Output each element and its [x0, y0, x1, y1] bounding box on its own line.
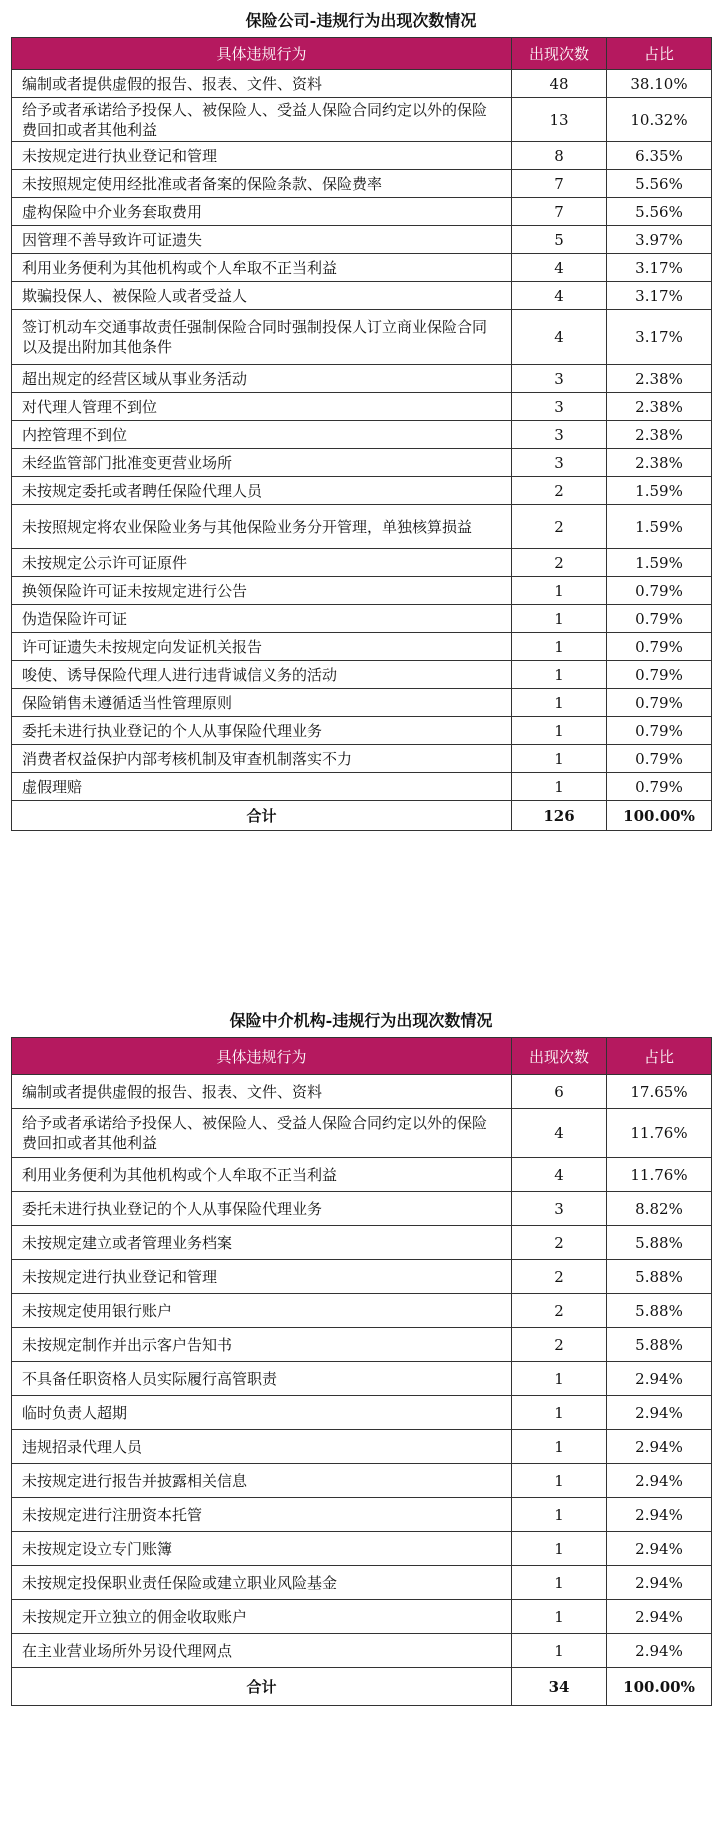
behavior-cell: 在主业营业场所外另设代理网点 [12, 1634, 512, 1668]
pct-cell: 5.88% [607, 1328, 712, 1362]
behavior-cell: 未按规定进行执业登记和管理 [12, 142, 512, 170]
total-pct: 100.00% [607, 801, 712, 831]
behavior-cell: 未按规定进行报告并披露相关信息 [12, 1464, 512, 1498]
behavior-cell: 编制或者提供虚假的报告、报表、文件、资料 [12, 1075, 512, 1109]
header-behavior: 具体违规行为 [12, 1038, 512, 1075]
pct-cell: 2.94% [607, 1464, 712, 1498]
count-cell: 1 [512, 1430, 607, 1464]
count-cell: 2 [512, 477, 607, 505]
pct-cell: 1.59% [607, 477, 712, 505]
count-cell: 2 [512, 1226, 607, 1260]
behavior-cell: 未按规定公示许可证原件 [12, 549, 512, 577]
table-row [12, 393, 712, 421]
behavior-cell: 内控管理不到位 [12, 421, 512, 449]
pct-cell: 5.88% [607, 1294, 712, 1328]
pct-cell: 3.17% [607, 254, 712, 282]
total-count: 126 [512, 801, 607, 831]
insurer-violations-section [11, 0, 711, 831]
table-row [12, 1226, 712, 1260]
total-pct: 100.00% [607, 1668, 712, 1706]
count-cell: 48 [512, 70, 607, 98]
pct-cell: 0.79% [607, 577, 712, 605]
table-row [12, 505, 712, 549]
count-cell: 1 [512, 1634, 607, 1668]
count-cell: 3 [512, 393, 607, 421]
count-cell: 13 [512, 98, 607, 142]
table-header-row [12, 38, 712, 70]
header-pct: 占比 [607, 38, 712, 70]
count-cell: 1 [512, 633, 607, 661]
behavior-cell: 委托未进行执业登记的个人从事保险代理业务 [12, 1192, 512, 1226]
count-cell: 8 [512, 142, 607, 170]
table-row [12, 1498, 712, 1532]
behavior-cell: 给予或者承诺给予投保人、被保险人、受益人保险合同约定以外的保险费回扣或者其他利益 [12, 98, 512, 142]
count-cell: 2 [512, 1260, 607, 1294]
count-cell: 1 [512, 1464, 607, 1498]
pct-cell: 0.79% [607, 773, 712, 801]
behavior-cell: 未按照规定将农业保险业务与其他保险业务分开管理，单独核算损益 [12, 505, 512, 549]
behavior-cell: 利用业务便利为其他机构或个人牟取不正当利益 [12, 254, 512, 282]
behavior-cell: 给予或者承诺给予投保人、被保险人、受益人保险合同约定以外的保险费回扣或者其他利益 [12, 1109, 512, 1158]
count-cell: 3 [512, 421, 607, 449]
count-cell: 1 [512, 1566, 607, 1600]
pct-cell: 1.59% [607, 549, 712, 577]
insurer-violations-table [11, 37, 712, 831]
table-row [12, 1532, 712, 1566]
table-body [12, 70, 712, 801]
count-cell: 4 [512, 1109, 607, 1158]
total-row [12, 801, 712, 831]
table-row [12, 1464, 712, 1498]
pct-cell: 10.32% [607, 98, 712, 142]
pct-cell: 11.76% [607, 1158, 712, 1192]
count-cell: 2 [512, 505, 607, 549]
table-row [12, 1600, 712, 1634]
count-cell: 1 [512, 1498, 607, 1532]
table-row [12, 773, 712, 801]
behavior-cell: 编制或者提供虚假的报告、报表、文件、资料 [12, 70, 512, 98]
pct-cell: 2.94% [607, 1396, 712, 1430]
header-behavior: 具体违规行为 [12, 38, 512, 70]
pct-cell: 2.38% [607, 365, 712, 393]
pct-cell: 0.79% [607, 689, 712, 717]
table-row [12, 577, 712, 605]
pct-cell: 2.38% [607, 449, 712, 477]
behavior-cell: 未按规定开立独立的佣金收取账户 [12, 1600, 512, 1634]
behavior-cell: 未按规定投保职业责任保险或建立职业风险基金 [12, 1566, 512, 1600]
count-cell: 1 [512, 1532, 607, 1566]
behavior-cell: 许可证遗失未按规定向发证机关报告 [12, 633, 512, 661]
count-cell: 1 [512, 1600, 607, 1634]
pct-cell: 1.59% [607, 505, 712, 549]
count-cell: 1 [512, 605, 607, 633]
table-row [12, 689, 712, 717]
count-cell: 6 [512, 1075, 607, 1109]
table-row [12, 1192, 712, 1226]
table-body [12, 1075, 712, 1668]
count-cell: 3 [512, 449, 607, 477]
table-row [12, 1158, 712, 1192]
count-cell: 5 [512, 226, 607, 254]
table-row [12, 70, 712, 98]
count-cell: 1 [512, 1396, 607, 1430]
count-cell: 1 [512, 661, 607, 689]
pct-cell: 2.94% [607, 1498, 712, 1532]
pct-cell: 2.94% [607, 1430, 712, 1464]
table-row [12, 1294, 712, 1328]
pct-cell: 2.94% [607, 1566, 712, 1600]
pct-cell: 5.88% [607, 1226, 712, 1260]
table-row [12, 282, 712, 310]
pct-cell: 8.82% [607, 1192, 712, 1226]
table-title: 保险公司-违规行为出现次数情况 [245, 11, 477, 30]
count-cell: 3 [512, 1192, 607, 1226]
count-cell: 1 [512, 773, 607, 801]
behavior-cell: 换领保险许可证未按规定进行公告 [12, 577, 512, 605]
pct-cell: 5.56% [607, 170, 712, 198]
count-cell: 3 [512, 365, 607, 393]
pct-cell: 0.79% [607, 745, 712, 773]
table-row [12, 449, 712, 477]
behavior-cell: 未按规定进行注册资本托管 [12, 1498, 512, 1532]
pct-cell: 11.76% [607, 1109, 712, 1158]
table-row [12, 254, 712, 282]
behavior-cell: 未按规定建立或者管理业务档案 [12, 1226, 512, 1260]
pct-cell: 0.79% [607, 717, 712, 745]
count-cell: 4 [512, 254, 607, 282]
total-count: 34 [512, 1668, 607, 1706]
behavior-cell: 未按规定委托或者聘任保险代理人员 [12, 477, 512, 505]
behavior-cell: 未按照规定使用经批准或者备案的保险条款、保险费率 [12, 170, 512, 198]
behavior-cell: 消费者权益保护内部考核机制及审查机制落实不力 [12, 745, 512, 773]
behavior-cell: 利用业务便利为其他机构或个人牟取不正当利益 [12, 1158, 512, 1192]
table-row [12, 1430, 712, 1464]
pct-cell: 0.79% [607, 605, 712, 633]
table-row [12, 98, 712, 142]
table-row [12, 717, 712, 745]
table-row [12, 605, 712, 633]
table-row [12, 365, 712, 393]
count-cell: 2 [512, 549, 607, 577]
table-row [12, 1634, 712, 1668]
pct-cell: 2.94% [607, 1362, 712, 1396]
behavior-cell: 虚假理赔 [12, 773, 512, 801]
table-row [12, 421, 712, 449]
table-row [12, 745, 712, 773]
behavior-cell: 虚构保险中介业务套取费用 [12, 198, 512, 226]
count-cell: 1 [512, 717, 607, 745]
table-row [12, 226, 712, 254]
pct-cell: 0.79% [607, 633, 712, 661]
pct-cell: 2.94% [607, 1532, 712, 1566]
behavior-cell: 保险销售未遵循适当性管理原则 [12, 689, 512, 717]
behavior-cell: 因管理不善导致许可证遗失 [12, 226, 512, 254]
count-cell: 1 [512, 689, 607, 717]
table-row [12, 310, 712, 365]
behavior-cell: 超出规定的经营区域从事业务活动 [12, 365, 512, 393]
behavior-cell: 伪造保险许可证 [12, 605, 512, 633]
count-cell: 7 [512, 198, 607, 226]
table-row [12, 1109, 712, 1158]
pct-cell: 0.79% [607, 661, 712, 689]
behavior-cell: 未按规定设立专门账簿 [12, 1532, 512, 1566]
pct-cell: 2.38% [607, 421, 712, 449]
total-label: 合计 [12, 801, 512, 831]
behavior-cell: 临时负责人超期 [12, 1396, 512, 1430]
pct-cell: 5.88% [607, 1260, 712, 1294]
pct-cell: 3.17% [607, 310, 712, 365]
pct-cell: 2.94% [607, 1634, 712, 1668]
pct-cell: 2.38% [607, 393, 712, 421]
total-row [12, 1668, 712, 1706]
behavior-cell: 未按规定使用银行账户 [12, 1294, 512, 1328]
header-count: 出现次数 [512, 1038, 607, 1075]
pct-cell: 2.94% [607, 1600, 712, 1634]
behavior-cell: 对代理人管理不到位 [12, 393, 512, 421]
behavior-cell: 唆使、诱导保险代理人进行违背诚信义务的活动 [12, 661, 512, 689]
table-row [12, 1396, 712, 1430]
count-cell: 4 [512, 310, 607, 365]
behavior-cell: 未经监管部门批准变更营业场所 [12, 449, 512, 477]
count-cell: 4 [512, 1158, 607, 1192]
pct-cell: 17.65% [607, 1075, 712, 1109]
table-row [12, 170, 712, 198]
table-row [12, 1260, 712, 1294]
intermediary-violations-table [11, 1037, 712, 1706]
behavior-cell: 违规招录代理人员 [12, 1430, 512, 1464]
table-row [12, 661, 712, 689]
pct-cell: 5.56% [607, 198, 712, 226]
behavior-cell: 签订机动车交通事故责任强制保险合同时强制投保人订立商业保险合同以及提出附加其他条件 [12, 310, 512, 365]
table-row [12, 1075, 712, 1109]
pct-cell: 3.97% [607, 226, 712, 254]
behavior-cell: 不具备任职资格人员实际履行高管职责 [12, 1362, 512, 1396]
header-pct: 占比 [607, 1038, 712, 1075]
behavior-cell: 欺骗投保人、被保险人或者受益人 [12, 282, 512, 310]
count-cell: 2 [512, 1328, 607, 1362]
table-title: 保险中介机构-违规行为出现次数情况 [229, 1011, 493, 1030]
table-header-row [12, 1038, 712, 1075]
count-cell: 1 [512, 745, 607, 773]
table-row [12, 549, 712, 577]
total-label: 合计 [12, 1668, 512, 1706]
table-row [12, 633, 712, 661]
count-cell: 7 [512, 170, 607, 198]
count-cell: 1 [512, 1362, 607, 1396]
count-cell: 2 [512, 1294, 607, 1328]
table-row [12, 477, 712, 505]
table-row [12, 142, 712, 170]
pct-cell: 3.17% [607, 282, 712, 310]
table-row [12, 1328, 712, 1362]
table-row [12, 1566, 712, 1600]
behavior-cell: 未按规定进行执业登记和管理 [12, 1260, 512, 1294]
header-count: 出现次数 [512, 38, 607, 70]
behavior-cell: 未按规定制作并出示客户告知书 [12, 1328, 512, 1362]
table-row [12, 198, 712, 226]
table-row [12, 1362, 712, 1396]
pct-cell: 38.10% [607, 70, 712, 98]
count-cell: 1 [512, 577, 607, 605]
pct-cell: 6.35% [607, 142, 712, 170]
intermediary-violations-section [11, 1000, 711, 1706]
behavior-cell: 委托未进行执业登记的个人从事保险代理业务 [12, 717, 512, 745]
count-cell: 4 [512, 282, 607, 310]
